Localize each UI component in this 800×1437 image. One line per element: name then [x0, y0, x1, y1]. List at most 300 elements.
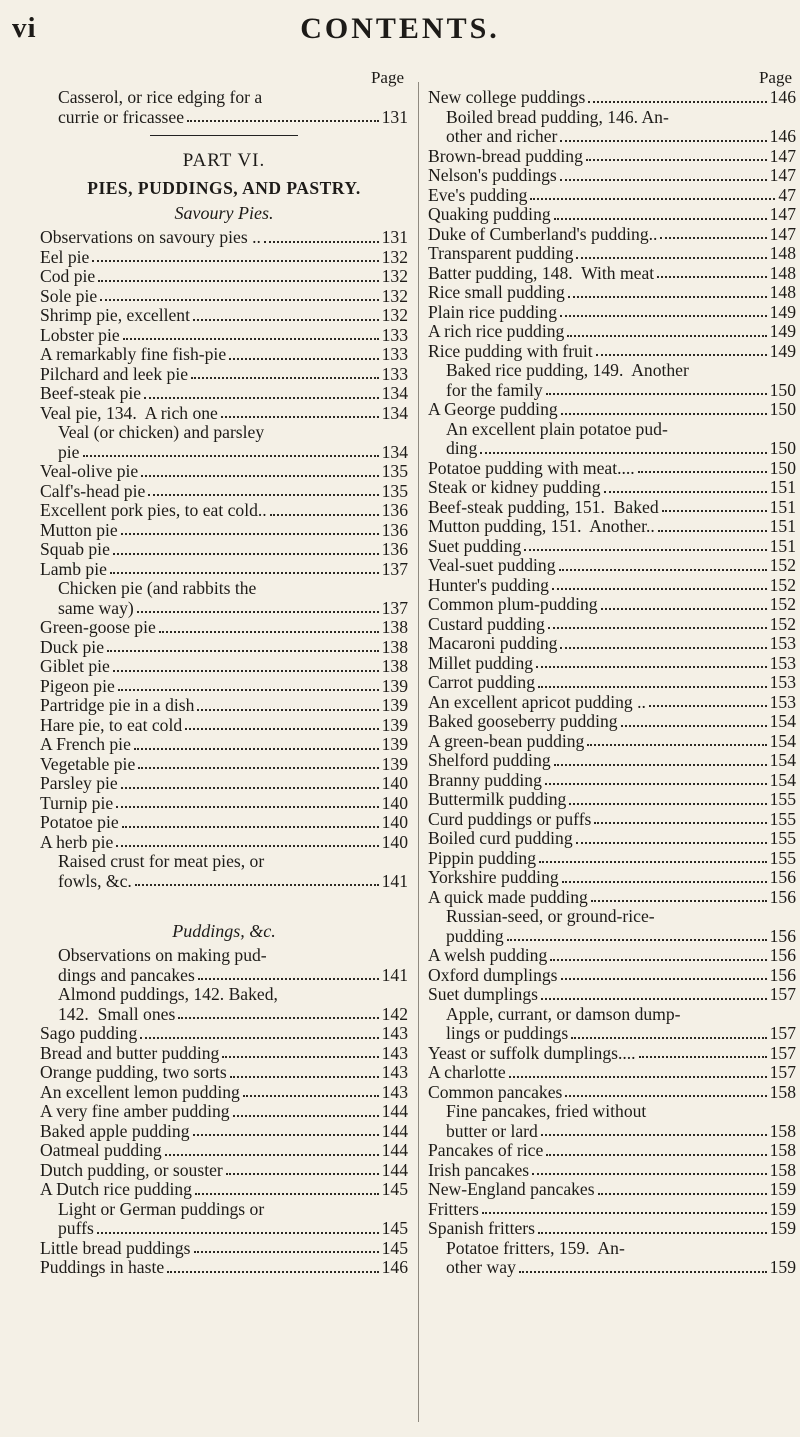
dot-leader	[140, 1037, 378, 1039]
dot-leader	[193, 1134, 379, 1136]
toc-entry-line	[58, 1200, 408, 1220]
dot-leader	[122, 826, 379, 828]
toc-entry	[40, 501, 408, 521]
dot-leader	[185, 728, 378, 730]
dot-leader	[532, 1173, 766, 1175]
toc-entry	[40, 1258, 408, 1278]
toc-entry-text: Beef-steak pie	[40, 383, 142, 403]
toc-entry-page: 136	[381, 539, 408, 559]
toc-entry	[428, 712, 796, 732]
toc-entry	[428, 342, 796, 362]
toc-entry-line	[58, 423, 408, 443]
toc-entry	[428, 1239, 796, 1278]
toc-entry-text: Plain rice pudding	[428, 301, 557, 322]
toc-entry-page: 156	[769, 867, 796, 887]
toc-entry	[40, 833, 408, 853]
toc-entry	[428, 751, 796, 771]
toc-entry-line	[58, 985, 408, 1005]
toc-entry	[428, 400, 796, 420]
toc-entry-text: Observations on savoury pies ..	[40, 227, 261, 247]
dot-leader	[264, 241, 379, 243]
toc-entry-page: 139	[381, 714, 408, 735]
toc-entry-text: An excellent lemon pudding	[40, 1081, 240, 1102]
toc-entry-page: 149	[769, 340, 796, 361]
dot-leader	[638, 471, 767, 473]
toc-entry-text: Pilchard and leek pie	[40, 363, 189, 384]
toc-entry-text: Nelson's puddings	[428, 165, 557, 185]
dot-leader	[660, 237, 766, 239]
section-title: PIES, PUDDINGS, AND PASTRY.	[87, 178, 361, 198]
toc-entry	[40, 852, 408, 891]
dot-leader	[565, 1095, 766, 1097]
toc-entry-line	[58, 599, 408, 619]
toc-entry	[40, 1044, 408, 1064]
toc-entry	[428, 205, 796, 225]
toc-entry	[428, 771, 796, 791]
toc-entry-text: Buttermilk pudding	[428, 789, 567, 809]
dot-leader	[546, 1154, 766, 1156]
dot-leader	[604, 491, 767, 493]
toc-entry	[428, 654, 796, 674]
dot-leader	[662, 510, 767, 512]
toc-entry-text: Shelford pudding	[428, 750, 551, 770]
toc-entry	[40, 794, 408, 814]
toc-entry-page: 145	[381, 1237, 408, 1258]
toc-entry-text: Yeast or suffolk dumplings....	[428, 1042, 636, 1063]
toc-entry-text: dings and pancakes	[58, 964, 195, 985]
toc-entry-text: New-England pancakes	[428, 1179, 595, 1199]
dot-leader	[178, 1017, 378, 1019]
toc-entry-line	[58, 946, 408, 966]
toc-entry	[40, 306, 408, 326]
toc-entry	[40, 423, 408, 462]
toc-entry-text: An excellent apricot pudding ..	[428, 691, 646, 712]
toc-entry-page: 153	[769, 672, 796, 692]
toc-entry-text: Steak or kidney pudding	[428, 477, 601, 497]
toc-entry-page: 137	[381, 597, 408, 618]
toc-entry-text: Fine pancakes, fried without	[446, 1101, 647, 1121]
column-divider	[418, 82, 419, 1422]
toc-entry	[428, 1063, 796, 1083]
toc-entry-page: 158	[769, 1140, 796, 1160]
toc-entry	[40, 1141, 408, 1161]
dot-leader	[552, 588, 767, 590]
toc-entry-text: other way	[446, 1257, 516, 1277]
toc-entry-page: 139	[381, 675, 408, 696]
toc-entry-line	[446, 420, 796, 440]
toc-entry-text: Curd puddings or puffs	[428, 808, 592, 829]
toc-entry	[428, 225, 796, 245]
dot-leader	[193, 319, 379, 321]
dot-leader	[576, 257, 766, 259]
toc-entry-page: 47	[778, 184, 796, 205]
toc-entry-page: 131	[381, 227, 408, 247]
dot-leader	[191, 377, 379, 379]
toc-entry-page: 143	[381, 1023, 408, 1043]
toc-entry-page: 138	[381, 656, 408, 676]
toc-entry-text: Casserol, or rice edging for a	[58, 87, 263, 107]
toc-entry-page: 147	[769, 165, 796, 185]
toc-entry-text: Potatoe pie	[40, 812, 119, 832]
toc-entry-page: 156	[769, 886, 796, 907]
toc-entry-text: same way)	[58, 597, 134, 618]
dot-leader	[195, 1193, 379, 1195]
toc-entry-line	[446, 1024, 796, 1044]
toc-entry	[428, 829, 796, 849]
toc-entry	[40, 345, 408, 365]
toc-entry-text: Sago pudding	[40, 1023, 138, 1043]
toc-entry-text: A green-bean pudding	[428, 730, 585, 751]
toc-entry-page: 143	[381, 1081, 408, 1102]
toc-entry-page: 150	[769, 457, 796, 478]
toc-entry	[428, 537, 796, 557]
toc-entry	[40, 813, 408, 833]
toc-entry-page: 153	[769, 652, 796, 673]
toc-entry-text: Squab pie	[40, 539, 110, 559]
toc-entry-page: 140	[381, 773, 408, 793]
toc-entry	[428, 264, 796, 284]
toc-entry-page: 157	[769, 1042, 796, 1063]
right-column	[428, 68, 796, 1278]
toc-entry-page: 131	[381, 106, 408, 127]
toc-entry-text: Veal (or chicken) and parsley	[58, 422, 265, 442]
toc-entry-text: Apple, currant, or damson dump-	[446, 1003, 681, 1024]
toc-entry	[40, 365, 408, 385]
toc-entry-page: 151	[769, 496, 796, 517]
dot-leader	[194, 1251, 379, 1253]
toc-entry-text: Boiled curd pudding	[428, 828, 573, 848]
toc-entry-text: Partridge pie in a dish	[40, 695, 195, 715]
dot-leader	[107, 650, 379, 652]
toc-entry-page: 157	[769, 984, 796, 1004]
toc-entry-text: Potatoe pudding with meat....	[428, 457, 635, 478]
dot-leader	[530, 198, 775, 200]
toc-entry-line	[446, 1122, 796, 1142]
dot-leader	[92, 260, 378, 262]
dot-leader	[270, 514, 379, 516]
toc-entry-page: 136	[381, 500, 408, 520]
toc-entry-text: Puddings in haste	[40, 1257, 165, 1277]
dot-leader	[222, 1056, 378, 1058]
dot-leader	[230, 1076, 379, 1078]
toc-entry-page: 147	[769, 223, 796, 244]
toc-entry-page: 132	[381, 305, 408, 325]
toc-entry-line	[58, 872, 408, 892]
toc-entry-page: 154	[769, 750, 796, 770]
left-top-entries	[40, 88, 408, 127]
toc-entry	[428, 888, 796, 908]
toc-entry	[428, 1219, 796, 1239]
toc-entry-page: 150	[769, 438, 796, 458]
toc-entry	[40, 1083, 408, 1103]
toc-entry-page: 136	[381, 519, 408, 540]
toc-entry-line	[58, 1005, 408, 1025]
toc-entry-text: Batter pudding, 148. With meat	[428, 262, 655, 283]
toc-entry	[40, 1239, 408, 1259]
toc-entry-page: 144	[381, 1140, 408, 1160]
toc-entry-page: 133	[381, 363, 408, 384]
toc-entry-text: A charlotte	[428, 1062, 506, 1082]
toc-entry	[40, 1102, 408, 1122]
toc-entry-page: 141	[381, 964, 408, 985]
toc-entry	[40, 716, 408, 736]
toc-entry	[40, 228, 408, 248]
dot-leader	[586, 159, 767, 161]
toc-entry-page: 139	[381, 753, 408, 774]
toc-entry-page: 132	[381, 285, 408, 306]
toc-entry-text: Hare pie, to eat cold	[40, 714, 183, 735]
toc-entry	[428, 1161, 796, 1181]
dot-leader	[118, 689, 379, 691]
dot-leader	[571, 1037, 766, 1039]
toc-entry-text: Rice small pudding	[428, 282, 565, 302]
toc-entry	[428, 1102, 796, 1141]
toc-entry	[40, 287, 408, 307]
toc-entry-text: A very fine amber pudding	[40, 1101, 230, 1121]
dot-leader	[658, 530, 767, 532]
toc-entry	[428, 615, 796, 635]
toc-entry-page: 156	[769, 925, 796, 946]
toc-entry	[40, 1161, 408, 1181]
toc-entry-text: Pancakes of rice	[428, 1140, 544, 1160]
dot-leader	[541, 1134, 767, 1136]
toc-entry-page: 135	[381, 480, 408, 501]
toc-entry-line	[446, 1239, 796, 1259]
dot-leader	[639, 1056, 767, 1058]
toc-entry-line	[58, 88, 408, 108]
toc-entry-text: Baked rice pudding, 149. Another	[446, 360, 689, 380]
toc-entry	[40, 1200, 408, 1239]
toc-entry	[40, 985, 408, 1024]
dot-leader	[121, 533, 379, 535]
toc-entry-page: 133	[381, 344, 408, 364]
toc-entry	[428, 556, 796, 576]
dot-leader	[135, 884, 379, 886]
toc-entry-page: 158	[769, 1120, 796, 1141]
toc-entry-page: 146	[769, 87, 796, 107]
dot-leader	[144, 397, 378, 399]
toc-entry	[428, 1083, 796, 1103]
toc-entry-page: 141	[381, 870, 408, 891]
dot-leader	[538, 1232, 767, 1234]
toc-entry-line	[58, 579, 408, 599]
section-gap	[40, 891, 408, 921]
page-number: vi	[12, 12, 37, 44]
dot-leader	[554, 218, 767, 220]
toc-entry-text: Veal pie, 134. A rich one	[40, 402, 218, 423]
dot-leader	[567, 335, 766, 337]
toc-entry-text: Bread and butter pudding	[40, 1042, 220, 1063]
toc-entry-page: 138	[381, 636, 408, 657]
toc-entry-page: 151	[769, 535, 796, 556]
toc-entry-page: 154	[769, 730, 796, 751]
toc-entry-page: 151	[769, 516, 796, 536]
dot-leader	[560, 179, 767, 181]
dot-leader	[141, 475, 378, 477]
toc-entry	[428, 693, 796, 713]
toc-entry	[40, 677, 408, 697]
dot-leader	[226, 1173, 379, 1175]
dot-leader	[591, 900, 767, 902]
toc-entry-line	[446, 361, 796, 381]
toc-entry-page: 159	[769, 1198, 796, 1219]
toc-entry-text: Eve's pudding	[428, 184, 528, 205]
subsection-puddings: Puddings, &c.	[172, 921, 276, 941]
toc-entry-text: pudding	[446, 925, 504, 946]
toc-entry	[428, 147, 796, 167]
toc-entry-text: Oatmeal pudding	[40, 1140, 162, 1160]
toc-entry-line	[446, 907, 796, 927]
toc-entry-line	[58, 1219, 408, 1239]
toc-entry-text: Lamb pie	[40, 558, 107, 579]
toc-entry	[40, 1063, 408, 1083]
toc-entry-text: Russian-seed, or ground-rice-	[446, 906, 655, 926]
toc-entry-page: 150	[769, 379, 796, 400]
dot-leader	[167, 1271, 378, 1273]
toc-entry-text: A quick made pudding	[428, 886, 588, 907]
toc-entry	[428, 244, 796, 264]
dot-leader	[536, 666, 767, 668]
toc-entry-page: 155	[769, 808, 796, 829]
toc-entry-page: 157	[769, 1062, 796, 1082]
dot-leader	[601, 608, 767, 610]
toc-entry-text: for the family	[446, 379, 543, 400]
dot-leader	[545, 783, 767, 785]
dot-leader	[550, 959, 766, 961]
toc-entry-text: A remarkably fine fish-pie	[40, 344, 227, 364]
dot-leader	[229, 358, 378, 360]
left-column	[40, 68, 408, 1278]
toc-entry-page: 146	[381, 1257, 408, 1277]
toc-entry-text: currie or fricassee	[58, 106, 185, 127]
toc-entry-page: 151	[769, 477, 796, 497]
toc-entry	[40, 657, 408, 677]
dot-leader	[116, 845, 378, 847]
toc-entry-text: lings or puddings	[446, 1023, 569, 1043]
dot-leader	[559, 569, 767, 571]
toc-entry-text: A Dutch rice pudding	[40, 1179, 192, 1199]
toc-entry-text: puffs	[58, 1218, 94, 1238]
toc-entry-page: 137	[381, 558, 408, 579]
toc-entry-line	[58, 966, 408, 986]
toc-entry	[40, 482, 408, 502]
toc-entry-line	[58, 108, 408, 128]
toc-entry-page: 140	[381, 831, 408, 852]
toc-entry	[428, 985, 796, 1005]
toc-entry-text: Eel pie	[40, 246, 90, 267]
dot-leader	[554, 764, 767, 766]
toc-entry-page: 153	[769, 691, 796, 712]
toc-entry-page: 148	[769, 243, 796, 263]
toc-entry	[428, 459, 796, 479]
toc-entry-text: Fritters	[428, 1198, 479, 1219]
toc-entry-page: 140	[381, 812, 408, 832]
toc-entry-line	[446, 927, 796, 947]
toc-entry	[40, 404, 408, 424]
toc-entry-text: An excellent plain potatoe pud-	[446, 418, 668, 439]
toc-entry-text: Macaroni pudding	[428, 633, 558, 653]
dot-leader	[507, 939, 767, 941]
toc-entry	[428, 478, 796, 498]
toc-entry-page: 156	[769, 964, 796, 985]
toc-entry-page: 133	[381, 324, 408, 345]
dot-leader	[137, 611, 379, 613]
dot-leader	[569, 803, 766, 805]
toc-entry-page: 154	[769, 711, 796, 731]
toc-entry-text: Mutton pie	[40, 519, 118, 540]
toc-entry-page: 143	[381, 1042, 408, 1063]
toc-entry-text: Baked gooseberry pudding	[428, 711, 618, 731]
toc-entry-text: Hunter's pudding	[428, 574, 549, 595]
toc-entry	[40, 579, 408, 618]
toc-entry-text: Duck pie	[40, 636, 105, 657]
toc-entry-page: 159	[769, 1218, 796, 1238]
toc-entry-text: Veal-suet pudding	[428, 555, 556, 575]
toc-entry-page: 154	[769, 769, 796, 790]
toc-entry-page: 156	[769, 945, 796, 965]
toc-entry-text: Veal-olive pie	[40, 461, 139, 481]
dot-leader	[594, 822, 766, 824]
dot-leader	[539, 861, 767, 863]
toc-entry-text: Green-goose pie	[40, 617, 156, 637]
toc-entry-text: Common pancakes	[428, 1081, 563, 1102]
toc-entry-text: Almond puddings, 142. Baked,	[58, 984, 278, 1004]
toc-entry-page: 149	[769, 321, 796, 341]
toc-entry	[428, 946, 796, 966]
dot-leader	[598, 1193, 767, 1195]
toc-entry	[428, 1141, 796, 1161]
toc-entry-text: Branny pudding	[428, 769, 542, 790]
dot-leader	[198, 978, 379, 980]
dot-leader	[113, 553, 379, 555]
toc-entry-text: Cod pie	[40, 266, 96, 286]
toc-entry-page: 145	[381, 1179, 408, 1199]
toc-entry	[428, 634, 796, 654]
toc-entry	[428, 576, 796, 596]
toc-entry	[40, 88, 408, 127]
dot-leader	[148, 494, 378, 496]
dot-leader	[83, 455, 379, 457]
toc-entry	[40, 946, 408, 985]
toc-entry	[428, 108, 796, 147]
toc-entry	[40, 755, 408, 775]
toc-entry-text: Chicken pie (and rabbits the	[58, 578, 257, 598]
toc-entry	[428, 907, 796, 946]
section-divider	[150, 135, 298, 136]
dot-leader	[138, 767, 378, 769]
toc-entry-text: Vegetable pie	[40, 753, 136, 774]
toc-entry-text: Dutch pudding, or souster	[40, 1159, 223, 1180]
toc-entry-text: Brown-bread pudding	[428, 145, 583, 166]
dot-leader	[621, 725, 767, 727]
toc-entry-page: 147	[769, 204, 796, 224]
dot-leader	[587, 744, 766, 746]
dot-leader	[97, 1232, 379, 1234]
toc-entry-text: Suet pudding	[428, 535, 522, 556]
toc-entry-text: Light or German puddings or	[58, 1198, 265, 1219]
toc-entry-page: 139	[381, 734, 408, 754]
toc-entry-text: Turnip pie	[40, 792, 114, 813]
toc-entry-page: 145	[381, 1218, 408, 1238]
toc-entry-page: 148	[769, 262, 796, 283]
toc-entry-text: other and richer	[446, 126, 558, 146]
toc-entry	[428, 498, 796, 518]
toc-entry-text: A rich rice pudding	[428, 321, 565, 341]
toc-entry	[428, 322, 796, 342]
toc-entry-page: 157	[769, 1023, 796, 1043]
toc-entry-page: 140	[381, 792, 408, 813]
puddings-list	[40, 946, 408, 1278]
